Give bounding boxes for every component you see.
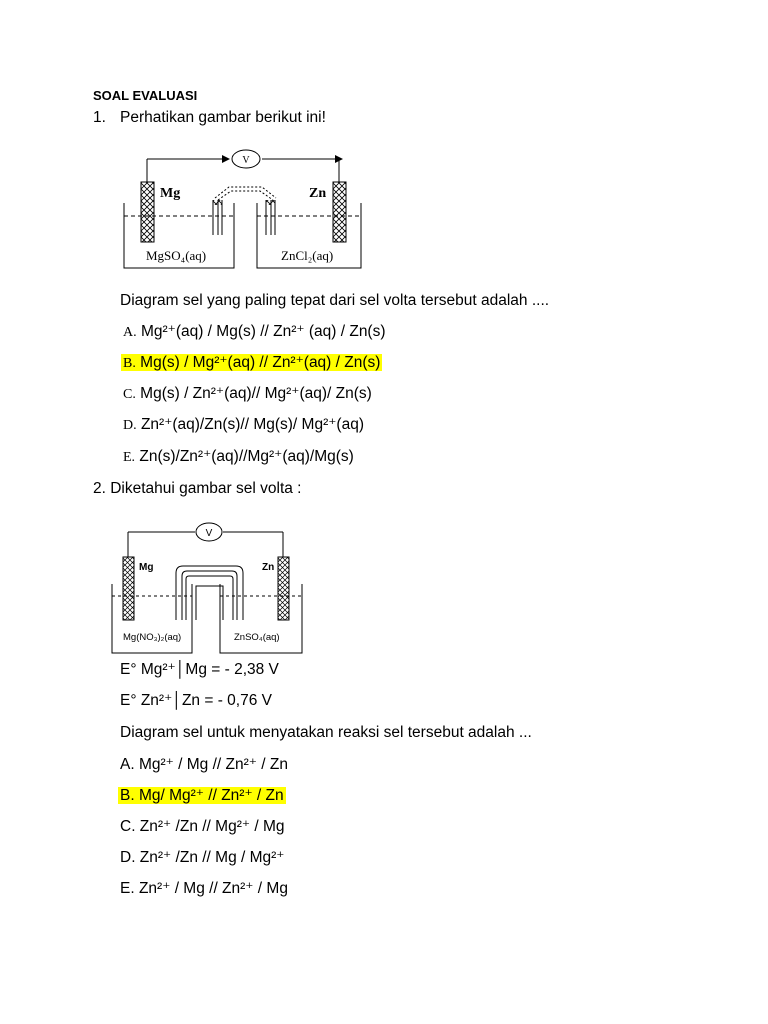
q2-left-electrode-label: Mg [139,562,154,573]
q2-potential-zn: E° Zn²⁺│Zn = - 0,76 V [120,692,272,709]
q2-voltmeter-label: V [205,528,213,539]
q1-right-solution-label: ZnCl₂(aq) [281,248,334,263]
q1-right-electrode-label: Zn [309,186,327,201]
q2-right-solution-label: ZnSO₄(aq) [234,632,280,643]
q2-option-d: D. Zn²⁺ /Zn // Mg / Mg²⁺ [120,849,285,866]
q2-option-c: C. Zn²⁺ /Zn // Mg²⁺ / Mg [120,818,285,835]
option-letter: C. [123,387,136,402]
q1-left-electrode-label: Mg [160,186,181,201]
option-text: Mg(s) / Zn²⁺(aq)// Mg²⁺(aq)/ Zn(s) [140,385,372,402]
option-letter: A. [123,325,137,340]
q2-option-b [120,786,286,806]
worksheet-title: SOAL EVALUASI [93,88,198,103]
option-text: Zn(s)/Zn²⁺(aq)//Mg²⁺(aq)/Mg(s) [139,448,354,465]
option-text: B. Mg/ Mg²⁺ // Zn²⁺ / Zn [120,787,284,804]
option-text: Zn²⁺(aq)/Zn(s)// Mg(s)/ Mg²⁺(aq) [140,416,364,433]
option-text: Mg²⁺(aq) / Mg(s) // Zn²⁺ (aq) / Zn(s) [140,323,386,340]
q2-right-electrode-label: Zn [262,562,275,573]
q2-option-e: E. Zn²⁺ / Mg // Zn²⁺ / Mg [120,880,288,897]
q2-left-solution-label: Mg(NO₃)₂(aq) [123,632,182,643]
option-text: Mg(s) / Mg²⁺(aq) // Zn²⁺(aq) / Zn(s) [140,354,381,371]
q1-voltmeter-label: V [242,155,250,166]
q1-left-solution-label: MgSO₄(aq) [146,248,207,263]
q2-option-a: A. Mg²⁺ / Mg // Zn²⁺ / Zn [120,756,288,773]
q2-mg-electrode [123,557,134,620]
q2-potential-mg: E° Mg²⁺│Mg = - 2,38 V [120,661,279,678]
q1-question: Diagram sel yang paling tepat dari sel volta tersebut adalah .... [120,292,550,309]
option-letter: D. [123,418,137,433]
q1-number: 1. [93,109,106,126]
q2-prompt: 2. Diketahui gambar sel volta : [93,480,302,497]
q1-prompt: Perhatikan gambar berikut ini! [120,109,326,126]
option-letter: B. [123,356,136,371]
option-letter: E. [123,450,136,465]
q2-question: Diagram sel untuk menyatakan reaksi sel tersebut adalah ... [120,724,532,741]
q2-zn-electrode [278,557,289,620]
q2-salt-bridge [176,566,243,620]
